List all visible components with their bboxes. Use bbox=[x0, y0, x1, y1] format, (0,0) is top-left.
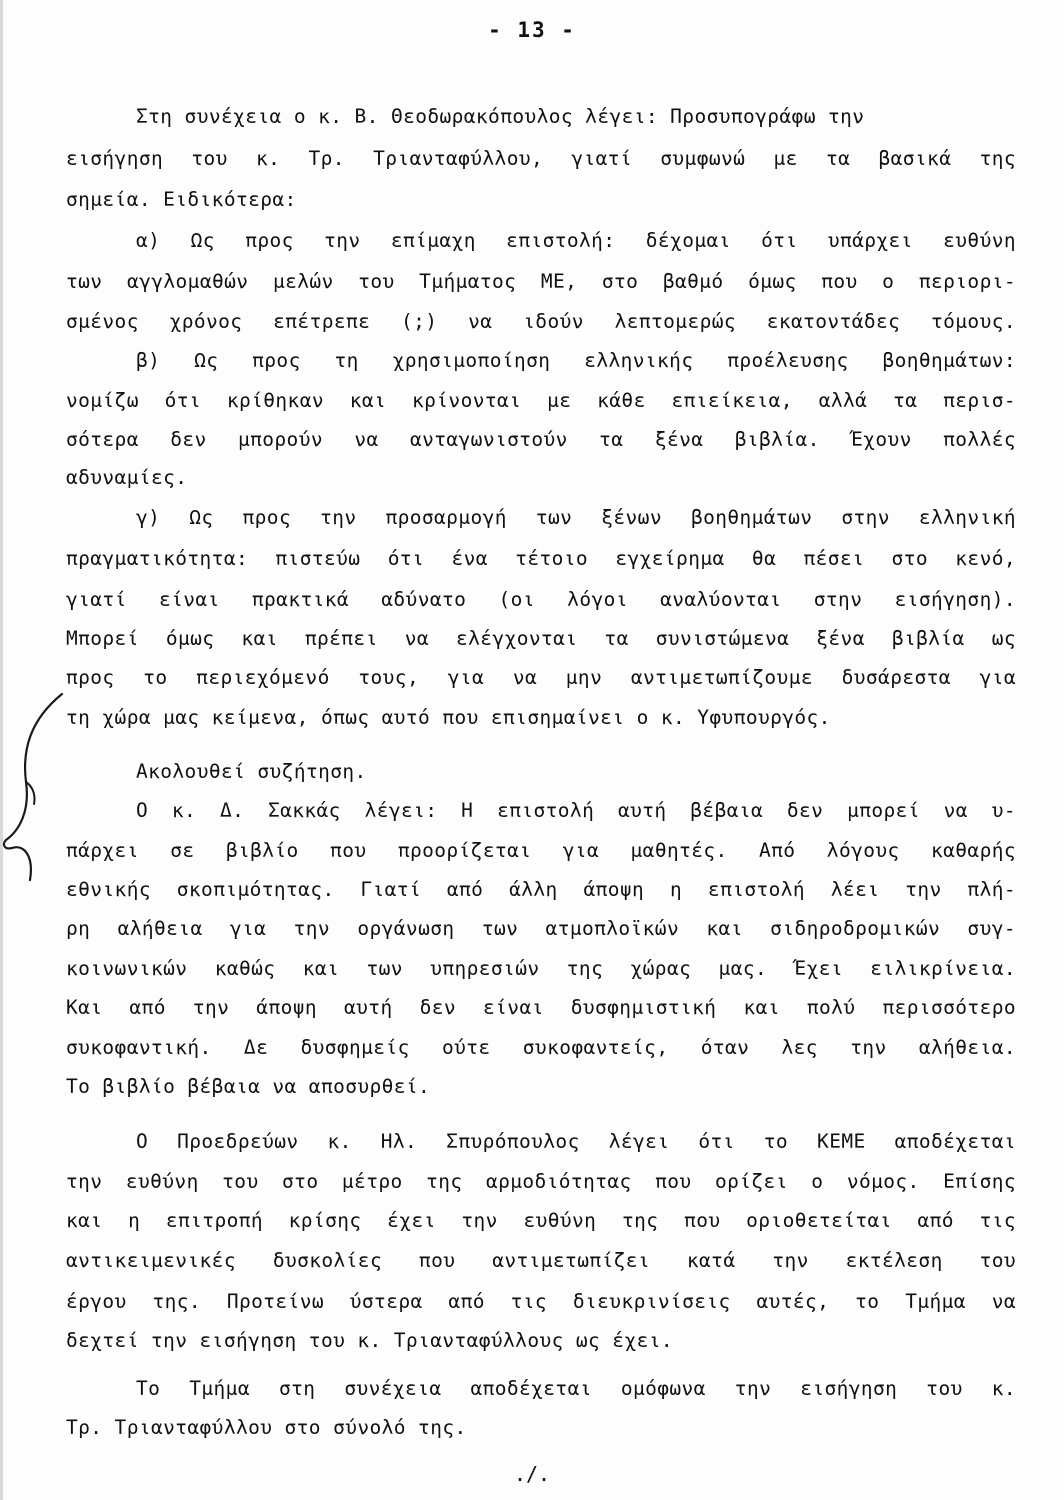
text-line: β) Ως προς τη χρησιμοποίηση ελληνικής προέλευσης βοηθημάτων: bbox=[136, 349, 1016, 372]
text-line: σότερα δεν μπορούν να ανταγωνιστούν τα ξένα βιβλία. Έχουν πολλές bbox=[66, 428, 1016, 451]
text-line: εισήγηση του κ. Τρ. Τριανταφύλλου, γιατί συμφωνώ με τα βασικά της bbox=[66, 147, 1016, 170]
text-line: Το Τμήμα στη συνέχεια αποδέχεται ομόφωνα την εισήγηση του κ. bbox=[136, 1377, 1016, 1400]
text-line: γιατί είναι πρακτικά αδύνατο (οι λόγοι αναλύονται στην εισήγηση). bbox=[66, 588, 1016, 611]
text-line: γ) Ως προς την προσαρμογή των ξένων βοηθημάτων στην ελληνική bbox=[136, 506, 1016, 529]
text-line: πάρχει σε βιβλίο που προορίζεται για μαθητές. Από λόγους καθαρής bbox=[66, 839, 1016, 862]
text-line: Τρ. Τριανταφύλλου στο σύνολό της. bbox=[66, 1416, 467, 1439]
text-line: Το βιβλίο βέβαια να αποσυρθεί. bbox=[66, 1075, 431, 1098]
text-line: Μπορεί όμως και πρέπει να ελέγχονται τα συνιστώμενα ξένα βιβλία ως bbox=[66, 627, 1016, 650]
text-line: σμένος χρόνος επέτρεπε (;) να ιδούν λεπτομερώς εκατοντάδες τόμους. bbox=[66, 310, 1016, 333]
text-line: δεχτεί την εισήγηση του κ. Τριανταφύλλους ως έχει. bbox=[66, 1329, 673, 1352]
text-line: αντικειμενικές δυσκολίες που αντιμετωπίζει κατά την εκτέλεση του bbox=[66, 1249, 1016, 1272]
text-line: Στη συνέχεια ο κ. Β. Θεοδωρακόπουλος λέγει: Προσυπογράφω την bbox=[136, 105, 865, 128]
text-line: συκοφαντική. Δε δυσφημείς ούτε συκοφαντείς, όταν λες την αλήθεια. bbox=[66, 1036, 1016, 1059]
handwritten-margin-mark bbox=[0, 690, 80, 890]
text-line: ρη αλήθεια για την οργάνωση των ατμοπλοϊκών και σιδηροδρομικών συγ- bbox=[66, 917, 1016, 940]
text-line: νομίζω ότι κρίθηκαν και κρίνονται με κάθε επιείκεια, αλλά τα περισ- bbox=[66, 389, 1016, 412]
text-line: εθνικής σκοπιμότητας. Γιατί από άλλη άποψη η επιστολή λέει την πλή- bbox=[66, 878, 1016, 901]
text-line: των αγγλομαθών μελών του Τμήματος ΜΕ, στο βαθμό όμως που ο περιορι- bbox=[66, 270, 1016, 293]
text-line: Ο Προεδρεύων κ. Ηλ. Σπυρόπουλος λέγει ότι το ΚΕΜΕ αποδέχεται bbox=[136, 1130, 1016, 1153]
text-line: κοινωνικών καθώς και των υπηρεσιών της χώρας μας. Έχει ειλικρίνεια. bbox=[66, 957, 1016, 980]
text-line: Και από την άποψη αυτή δεν είναι δυσφημιστική και πολύ περισσότερο bbox=[66, 996, 1016, 1019]
text-line: σημεία. Ειδικότερα: bbox=[66, 188, 297, 211]
page-number: - 13 - bbox=[488, 18, 576, 42]
text-line: αδυναμίες. bbox=[66, 466, 188, 489]
text-line: Ο κ. Δ. Σακκάς λέγει: Η επιστολή αυτή βέβαια δεν μπορεί να υ- bbox=[136, 799, 1016, 822]
text-line: τη χώρα μας κείμενα, όπως αυτό που επισημαίνει ο κ. Υφυπουργός. bbox=[66, 706, 831, 729]
text-line: την ευθύνη του στο μέτρο της αρμοδιότητας που ορίζει ο νόμος. Επίσης bbox=[66, 1170, 1016, 1193]
text-line: Ακολουθεί συζήτηση. bbox=[136, 760, 367, 783]
continuation-mark: ./. bbox=[513, 1462, 551, 1486]
text-line: έργου της. Προτείνω ύστερα από τις διευκρινίσεις αυτές, το Τμήμα να bbox=[66, 1290, 1016, 1313]
text-line: προς το περιεχόμενό τους, για να μην αντιμετωπίζουμε δυσάρεστα για bbox=[66, 666, 1016, 689]
text-line: και η επιτροπή κρίσης έχει την ευθύνη της που οριοθετείται από τις bbox=[66, 1209, 1016, 1232]
text-line: α) Ως προς την επίμαχη επιστολή: δέχομαι ότι υπάρχει ευθύνη bbox=[136, 229, 1016, 252]
text-line: πραγματικότητα: πιστεύω ότι ένα τέτοιο εγχείρημα θα πέσει στο κενό, bbox=[66, 547, 1016, 570]
